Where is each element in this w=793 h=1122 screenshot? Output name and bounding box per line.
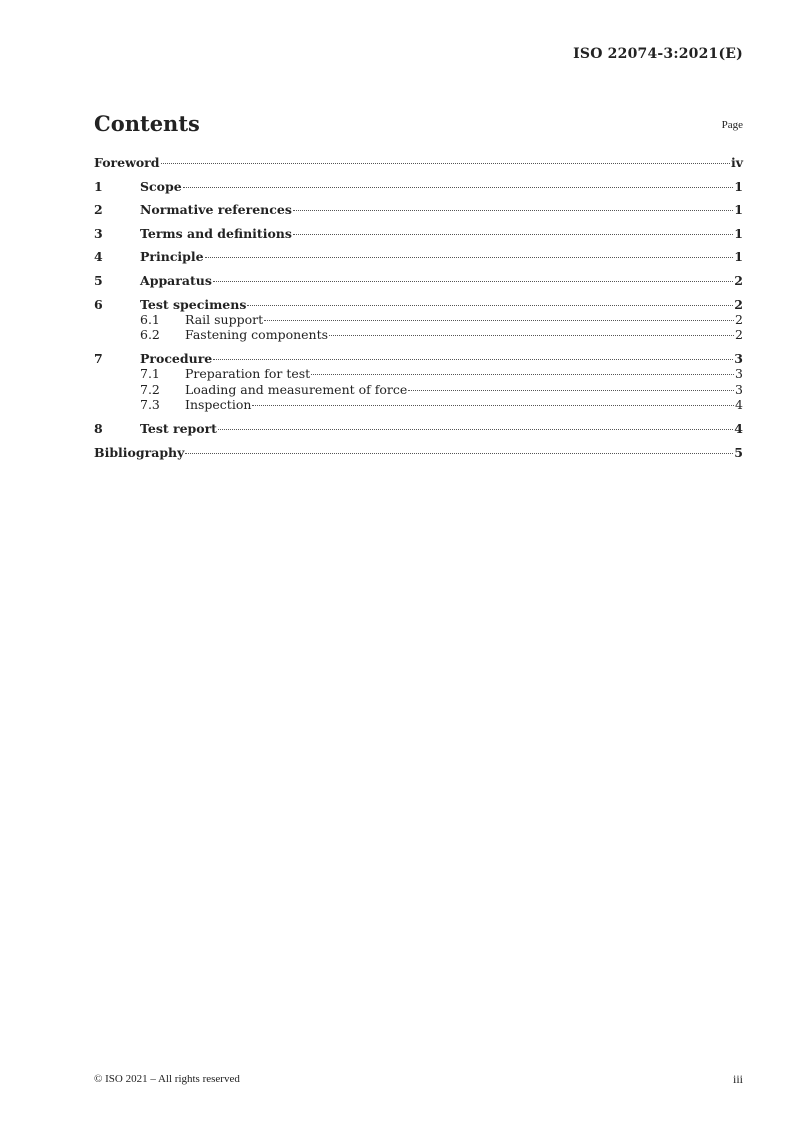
- toc-entry-procedure[interactable]: [94, 351, 743, 366]
- toc-entry-number: 1: [94, 178, 103, 194]
- toc-entry-label: Terms and definitions: [140, 225, 292, 241]
- toc-entry-test-report[interactable]: [94, 421, 743, 436]
- toc-entry-number: 6.1: [140, 311, 160, 327]
- toc-entry-label: Normative references: [140, 202, 292, 218]
- toc-entry-number: 8: [94, 421, 103, 437]
- toc-entry-number: 5: [94, 272, 103, 288]
- toc-entry-apparatus[interactable]: [94, 273, 743, 288]
- toc-entry-number: 3: [94, 225, 103, 241]
- toc-entry-test-specimens[interactable]: [94, 297, 743, 312]
- toc-entry-label: Scope: [140, 178, 182, 194]
- toc-entry-page: 2: [734, 272, 743, 288]
- toc-entry-label: Loading and measurement of force: [185, 381, 408, 397]
- toc-entry-page: 1: [734, 225, 743, 241]
- dot-leader: [329, 335, 734, 336]
- dot-leader: [213, 281, 733, 282]
- toc-entry-page: 2: [734, 296, 743, 312]
- dot-leader: [205, 257, 734, 258]
- copyright-notice: © ISO 2021 – All rights reserved: [94, 1073, 240, 1085]
- dot-leader: [252, 405, 734, 406]
- toc-entry-page: 1: [734, 249, 743, 265]
- toc-entry-label: Procedure: [140, 351, 213, 367]
- toc-entry-page: iv: [730, 155, 743, 170]
- dot-leader: [293, 210, 733, 211]
- toc-entry-page: 1: [734, 202, 743, 218]
- toc-entry-label: Bibliography: [94, 444, 185, 460]
- toc-entry-preparation-for-test[interactable]: [94, 366, 743, 382]
- toc-entry-number: 6.2: [140, 327, 160, 343]
- toc-entry-foreword[interactable]: [94, 155, 743, 170]
- table-of-contents: [94, 155, 743, 460]
- toc-entry-page: 3: [734, 351, 743, 367]
- dot-leader: [247, 305, 733, 306]
- toc-entry-number: 7.1: [140, 366, 160, 382]
- toc-entry-label: Test specimens: [140, 296, 247, 312]
- dot-leader: [213, 359, 733, 360]
- dot-leader: [185, 453, 733, 454]
- page-number: iii: [732, 1072, 743, 1086]
- toc-entry-label: Test report: [140, 421, 217, 437]
- dot-leader: [311, 374, 734, 375]
- toc-entry-bibliography[interactable]: [94, 445, 743, 460]
- toc-entry-number: 2: [94, 202, 103, 218]
- toc-entry-page: 2: [735, 327, 743, 343]
- toc-entry-fastening-components[interactable]: [94, 327, 743, 343]
- toc-entry-page: 4: [735, 397, 743, 413]
- dot-leader: [183, 187, 734, 188]
- dot-leader: [408, 390, 734, 391]
- toc-entry-label: Foreword: [94, 155, 160, 170]
- toc-entry-normative-references[interactable]: [94, 202, 743, 217]
- toc-entry-page: 1: [734, 178, 743, 194]
- toc-entry-label: Fastening components: [185, 327, 329, 343]
- toc-entry-page: 5: [734, 444, 743, 460]
- toc-entry-terms-and-definitions[interactable]: [94, 226, 743, 241]
- toc-entry-label: Preparation for test: [185, 366, 311, 382]
- toc-entry-label: Apparatus: [140, 272, 212, 288]
- toc-entry-rail-support[interactable]: [94, 312, 743, 328]
- dot-leader: [161, 163, 730, 164]
- toc-entry-number: 7: [94, 351, 103, 367]
- page-column-label: Page: [721, 119, 743, 131]
- document-reference: ISO 22074-3:2021(E): [573, 46, 743, 62]
- toc-entry-number: 7.3: [140, 397, 160, 413]
- toc-entry-inspection[interactable]: [94, 397, 743, 413]
- toc-entry-loading-and-measurement[interactable]: [94, 382, 743, 398]
- toc-entry-page: 3: [735, 381, 743, 397]
- toc-entry-page: 3: [735, 366, 743, 382]
- toc-entry-page: 4: [734, 421, 743, 437]
- toc-entry-page: 2: [735, 311, 743, 327]
- toc-entry-number: 4: [94, 249, 103, 265]
- contents-heading: Contents: [94, 111, 200, 136]
- toc-entry-number: 7.2: [140, 381, 160, 397]
- dot-leader: [264, 320, 734, 321]
- toc-entry-label: Rail support: [185, 311, 264, 327]
- dot-leader: [293, 234, 733, 235]
- toc-entry-label: Inspection: [185, 397, 252, 413]
- toc-entry-label: Principle: [140, 249, 204, 265]
- dot-leader: [218, 429, 733, 430]
- toc-entry-principle[interactable]: [94, 249, 743, 264]
- toc-entry-number: 6: [94, 296, 103, 312]
- toc-entry-scope[interactable]: [94, 179, 743, 194]
